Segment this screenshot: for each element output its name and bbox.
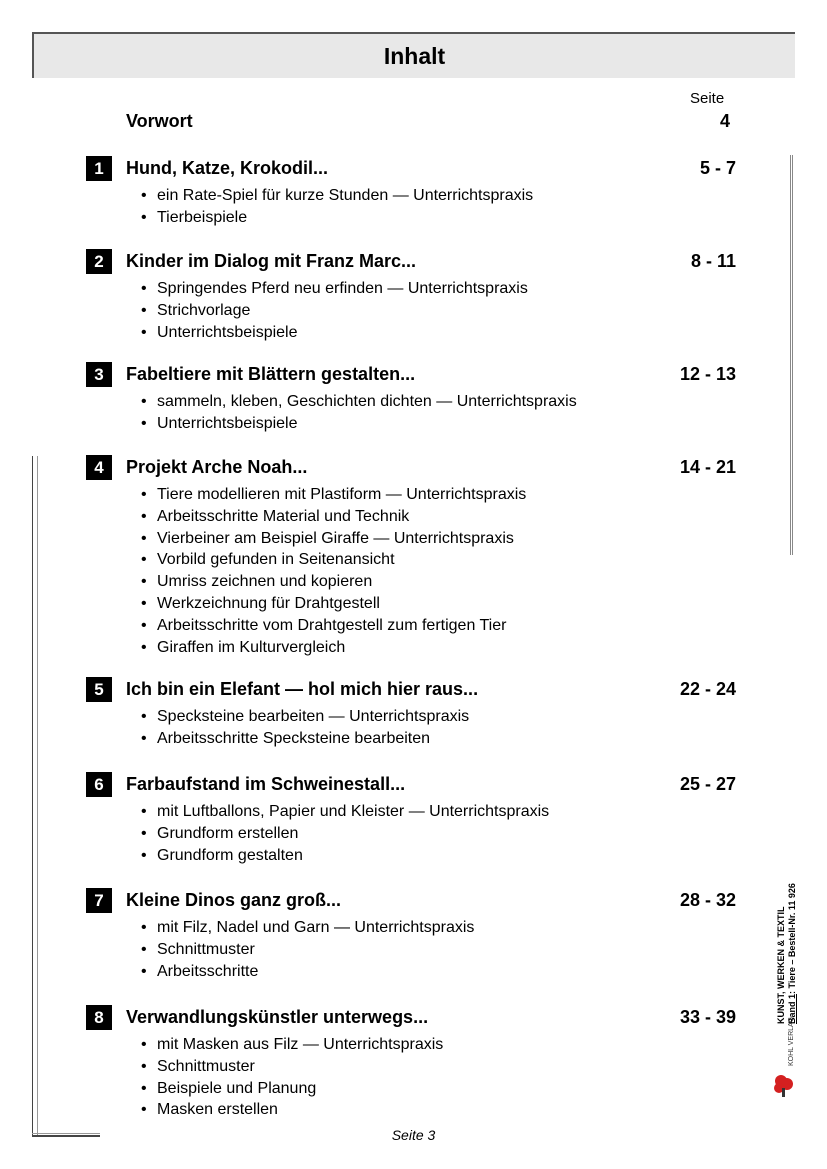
list-item <box>141 391 577 413</box>
list-item <box>141 207 533 229</box>
list-item <box>141 845 549 867</box>
list-item-text: Beispiele und Planung <box>157 1079 317 1097</box>
list-item-text: Arbeitsschritte vom Drahtgestell zum fertigen Tier <box>157 616 507 634</box>
list-item <box>141 322 528 344</box>
chapter-title[interactable]: Hund, Katze, Krokodil... <box>126 158 329 178</box>
bullet-icon: • <box>141 208 147 226</box>
list-item <box>141 917 474 939</box>
bullet-icon: • <box>141 803 147 820</box>
chapter-number-badge: 2 <box>86 249 112 274</box>
chapter-pages: 28 - 32 <box>679 890 736 910</box>
chapter-pages: 25 - 27 <box>679 774 736 794</box>
chapter-title[interactable]: Ich bin ein Elefant — hol mich hier raus... <box>126 679 479 699</box>
chapter-item-list <box>141 706 469 750</box>
list-item <box>141 1099 443 1121</box>
chapter-number-badge: 5 <box>86 677 112 702</box>
list-item-text: Werkzeichnung für Drahtgestell <box>157 594 380 612</box>
bullet-icon: • <box>141 301 147 319</box>
list-item <box>141 939 474 961</box>
list-item <box>141 506 526 528</box>
bullet-icon: • <box>141 1079 147 1097</box>
bullet-icon: • <box>141 323 147 341</box>
list-item <box>141 1056 443 1078</box>
bullet-icon: • <box>141 529 147 547</box>
list-item <box>141 728 469 750</box>
list-item-text: Tiere modellieren mit Plastiform — Unterrichtspraxis <box>157 486 527 503</box>
chapter-pages: 5 - 7 <box>699 158 736 178</box>
list-item <box>141 1078 443 1100</box>
list-item-text: Giraffen im Kulturvergleich <box>157 638 346 656</box>
list-item-text: sammeln, kleben, Geschichten dichten — Unterrichtspraxis <box>157 393 577 410</box>
list-item <box>141 706 469 728</box>
chapter-number-badge: 8 <box>86 1005 112 1030</box>
list-item-text: Unterrichtsbeispiele <box>157 414 298 432</box>
bullet-icon: • <box>141 824 147 842</box>
bullet-icon: • <box>141 729 147 747</box>
order-number: : Tiere – Bestell-Nr. 11 926 <box>787 883 797 994</box>
chapter-number-badge: 3 <box>86 362 112 387</box>
vorwort-title[interactable]: Vorwort <box>126 111 193 131</box>
list-item <box>141 300 528 322</box>
list-item-text: Schnittmuster <box>157 940 255 958</box>
bullet-icon: • <box>141 1036 147 1053</box>
list-item <box>141 278 528 300</box>
chapter-pages: 22 - 24 <box>679 679 736 699</box>
chapter-number-badge: 4 <box>86 455 112 480</box>
bullet-icon: • <box>141 551 147 569</box>
page-title: Inhalt <box>383 42 446 69</box>
bullet-icon: • <box>141 1057 147 1075</box>
chapter-title[interactable]: Projekt Arche Noah... <box>126 457 308 477</box>
chapter-title[interactable]: Farbaufstand im Schweinestall... <box>126 774 406 794</box>
chapter-title[interactable]: Verwandlungskünstler unterwegs... <box>126 1007 429 1027</box>
bullet-icon: • <box>141 486 147 503</box>
tree-logo-icon <box>772 1072 798 1098</box>
list-item <box>141 528 526 550</box>
bullet-icon: • <box>141 1101 147 1119</box>
chapter-title[interactable]: Kleine Dinos ganz groß... <box>126 890 342 910</box>
list-item-text: ein Rate-Spiel für kurze Stunden — Unterrichtspraxis <box>157 187 534 204</box>
page-column-label: Seite <box>690 90 725 107</box>
list-item <box>141 413 577 435</box>
list-item <box>141 484 526 506</box>
band-label: Band 1 <box>787 993 797 1024</box>
list-item <box>141 185 533 207</box>
chapter-item-list <box>141 1034 443 1121</box>
list-item-text: Vierbeiner am Beispiel Giraffe — Unterrichtspraxis <box>157 529 514 547</box>
bullet-icon: • <box>141 280 147 297</box>
list-item-text: Arbeitsschritte <box>157 962 259 980</box>
chapter-item-list <box>141 185 533 229</box>
list-item-text: mit Masken aus Filz — Unterrichtspraxis <box>157 1036 444 1053</box>
list-item-text: Schnittmuster <box>157 1057 255 1075</box>
list-item-text: Specksteine bearbeiten — Unterrichtspraxis <box>157 708 470 725</box>
bullet-icon: • <box>141 414 147 432</box>
title-bar <box>32 32 795 78</box>
list-item <box>141 593 526 615</box>
logo-text: KOHL VERLAG <box>788 1016 795 1066</box>
list-item-text: Strichvorlage <box>157 301 251 319</box>
chapter-item-list <box>141 391 577 435</box>
bullet-icon: • <box>141 616 147 634</box>
list-item <box>141 823 549 845</box>
bullet-icon: • <box>141 594 147 612</box>
chapter-number-badge: 7 <box>86 888 112 913</box>
list-item <box>141 961 474 983</box>
list-item <box>141 1034 443 1056</box>
page-number: Seite 3 <box>391 1127 436 1143</box>
chapter-item-list <box>141 278 528 343</box>
list-item-text: Tierbeispiele <box>157 208 248 226</box>
list-item <box>141 637 526 659</box>
chapter-title[interactable]: Fabeltiere mit Blättern gestalten... <box>126 364 416 384</box>
bullet-icon: • <box>141 638 147 656</box>
chapter-item-list <box>141 917 474 982</box>
list-item <box>141 571 526 593</box>
list-item-text: Unterrichtsbeispiele <box>157 323 298 341</box>
list-item-text: mit Luftballons, Papier und Kleister — Unterrichtspraxis <box>157 803 550 820</box>
right-border-line <box>790 155 793 555</box>
bullet-icon: • <box>141 573 147 591</box>
chapter-item-list <box>141 484 526 658</box>
chapter-pages: 33 - 39 <box>679 1007 736 1027</box>
bullet-icon: • <box>141 708 147 725</box>
list-item-text: Arbeitsschritte Material und Technik <box>157 507 410 525</box>
list-item-text: mit Filz, Nadel und Garn — Unterrichtspraxis <box>157 919 475 936</box>
list-item-text: Umriss zeichnen und kopieren <box>157 573 373 591</box>
list-item-text: Grundform gestalten <box>157 846 303 864</box>
bullet-icon: • <box>141 940 147 958</box>
chapter-number-badge: 6 <box>86 772 112 797</box>
bullet-icon: • <box>141 187 147 204</box>
list-item-text: Masken erstellen <box>157 1101 278 1119</box>
list-item-text: Arbeitsschritte Specksteine bearbeiten <box>157 729 431 747</box>
chapter-item-list <box>141 801 549 866</box>
chapter-pages: 14 - 21 <box>679 457 736 477</box>
bullet-icon: • <box>141 846 147 864</box>
series-title: KUNST, WERKEN & TEXTIL <box>776 906 786 1024</box>
chapter-title[interactable]: Kinder im Dialog mit Franz Marc... <box>126 251 417 271</box>
left-border-line <box>32 456 38 1136</box>
list-item-text: Grundform erstellen <box>157 824 299 842</box>
list-item <box>141 615 526 637</box>
bullet-icon: • <box>141 962 147 980</box>
list-item <box>141 801 549 823</box>
bullet-icon: • <box>141 393 147 410</box>
list-item-text: Vorbild gefunden in Seitenansicht <box>157 551 395 569</box>
chapter-pages: 12 - 13 <box>679 364 736 384</box>
list-item <box>141 549 526 571</box>
bullet-icon: • <box>141 919 147 936</box>
list-item-text: Springendes Pferd neu erfinden — Unterrichtspraxis <box>157 280 528 297</box>
chapter-number-badge: 1 <box>86 156 112 181</box>
publisher-info <box>776 764 802 1024</box>
band-line <box>787 764 798 1024</box>
chapter-pages: 8 - 11 <box>690 251 736 271</box>
bullet-icon: • <box>141 507 147 525</box>
vorwort-page: 4 <box>719 111 730 131</box>
